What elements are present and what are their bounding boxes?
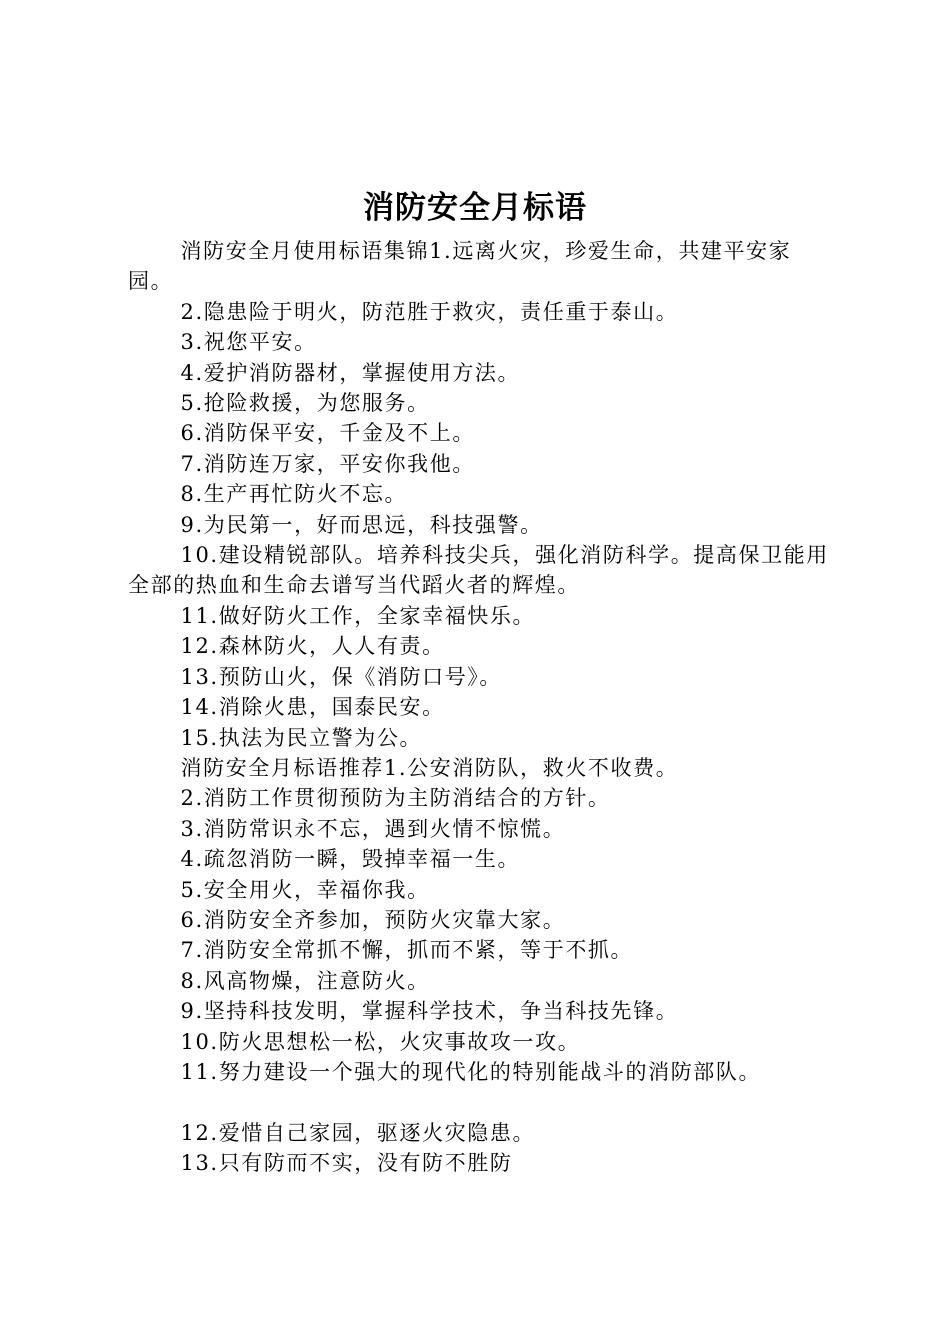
paragraph: 15.执法为民立警为公。 [180, 725, 423, 750]
paragraph: 2.消防工作贯彻预防为主防消结合的方针。 [180, 786, 611, 811]
paragraph: 2.隐患险于明火，防范胜于救灾，责任重于泰山。 [180, 299, 679, 324]
paragraph: 消防安全月使用标语集锦1.远离火灾，珍爱生命，共建平安家园。 [128, 239, 792, 294]
paragraph: 7.消防连万家，平安你我他。 [180, 451, 475, 476]
paragraph: 9.为民第一，好而思远，科技强警。 [180, 512, 543, 537]
paragraph: 5.安全用火，幸福你我。 [180, 877, 430, 902]
paragraph: 12.爱惜自己家园，驱逐火灾隐患。 [180, 1120, 536, 1145]
paragraph: 7.消防安全常抓不懈，抓而不紧，等于不抓。 [180, 938, 634, 963]
paragraph: 14.消除火患，国泰民安。 [180, 695, 445, 720]
paragraph: 13.只有防而不实，没有防不胜防 [180, 1151, 513, 1176]
paragraph: 3.祝您平安。 [180, 330, 317, 355]
paragraph: 6.消防保平安，千金及不上。 [180, 421, 475, 446]
paragraph: 11.做好防火工作，全家幸福快乐。 [180, 603, 536, 628]
paragraph: 8.生产再忙防火不忘。 [180, 482, 408, 507]
paragraph: 13.预防山火，保《消防口号》。 [180, 664, 502, 689]
paragraph: 10.防火思想松一松，火灾事故攻一攻。 [180, 1029, 581, 1054]
paragraph: 9.坚持科技发明，掌握科学技术，争当科技先锋。 [180, 999, 679, 1024]
blank-line [128, 1087, 833, 1117]
paragraph: 4.疏忽消防一瞬，毁掉幸福一生。 [180, 847, 521, 872]
paragraph: 5.抢险救援，为您服务。 [180, 391, 430, 416]
document-body [128, 236, 833, 1179]
paragraph: 11.努力建设一个强大的现代化的特别能战斗的消防部队。 [180, 1059, 762, 1084]
document-title: 消防安全月标语 [363, 190, 587, 226]
paragraph: 3.消防常识永不忘，遇到火情不惊慌。 [180, 816, 566, 841]
paragraph: 6.消防安全齐参加，预防火灾靠大家。 [180, 907, 566, 932]
paragraph: 消防安全月标语推荐1.公安消防队，救火不收费。 [180, 755, 679, 780]
paragraph: 4.爱护消防器材，掌握使用方法。 [180, 360, 521, 385]
paragraph: 8.风高物燥，注意防火。 [180, 968, 430, 993]
paragraph: 12.森林防火，人人有责。 [180, 634, 445, 659]
paragraph: 10.建设精锐部队。培养科技尖兵，强化消防科学。提高保卫能用全部的热血和生命去谱写当代蹈火者的辉煌。 [128, 543, 829, 598]
